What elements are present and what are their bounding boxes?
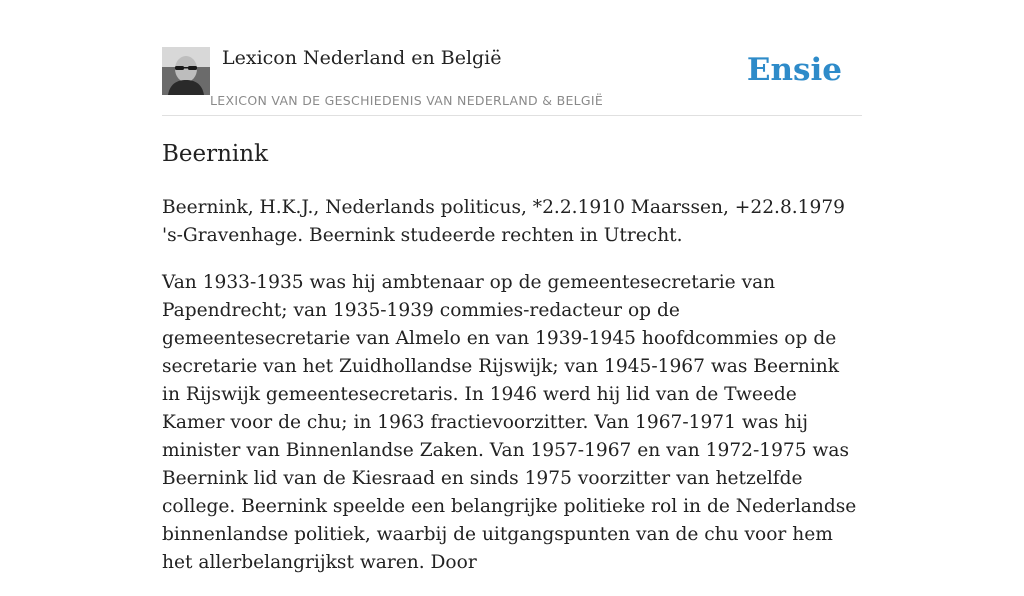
brand-logo[interactable]: Ensie: [746, 52, 842, 88]
site-header: [162, 46, 862, 116]
article-paragraph: Van 1933-1935 was hij ambtenaar op de gemeentesecretarie van Papendrecht; van 1935-1939 commies-redacteur op de gemeentesecretarie van Almelo en van 1939-1945 hoofdcommies op de secretarie van het Zuidhollandse Rijswijk; van 1945-1967 was Beernink in Rijswijk gemeentesecretaris. In 1946 werd hij lid van de Tweede Kamer voor de chu; in 1963 fractievoorzitter. Van 1967-1971 was hij minister van Binnenlandse Zaken. Van 1957-1967 en van 1972-1975 was Beernink lid van de Kiesraad en sinds 1975 voorzitter van hetzelfde college. Beernink speelde een belangrijke politieke rol in de Nederlandse binnenlandse politiek, waarbij de uitgangspunten van de chu voor hem het allerbelangrijkst waren. Door: [162, 272, 857, 573]
author-portrait-icon: [162, 47, 210, 95]
article-title: Beernink: [162, 141, 269, 167]
author-avatar[interactable]: [162, 47, 210, 95]
article: [162, 138, 862, 596]
article-paragraph: Beernink, H.K.J., Nederlands politicus, *2.2.1910 Maarssen, +22.8.1979 's-Gravenhage. Beernink studeerde rechten in Utrecht.: [162, 197, 846, 246]
site-title[interactable]: Lexicon Nederland en België: [222, 47, 502, 69]
site-subtitle: LEXICON VAN DE GESCHIEDENIS VAN NEDERLAND & BELGIË: [210, 93, 604, 108]
